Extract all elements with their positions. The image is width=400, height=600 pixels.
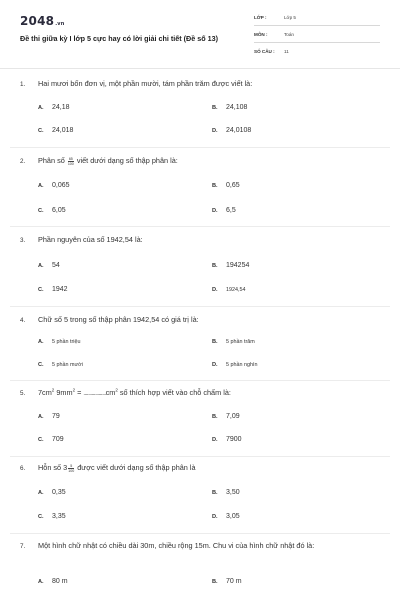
option-text: 7900 [226, 436, 242, 443]
option-c[interactable] [38, 127, 73, 134]
question-number: 4. [20, 317, 26, 324]
fraction-numerator: 65 [68, 156, 73, 161]
expr-part: 7cm [38, 388, 52, 397]
option-text: 6,05 [52, 207, 66, 214]
meta-subject-value: Toán [284, 32, 294, 37]
question-number: 1. [20, 81, 26, 88]
meta-subject-label: MÔN : [254, 32, 268, 37]
option-text: 6,5 [226, 207, 236, 214]
option-b[interactable] [212, 489, 240, 496]
option-text: 5 phần trăm [226, 339, 255, 345]
question-text-before: Phân số [38, 156, 65, 165]
blank-dots: ................... [83, 391, 106, 397]
option-b[interactable] [212, 262, 249, 269]
option-a[interactable] [38, 262, 60, 269]
logo-suffix: .vn [55, 21, 65, 27]
option-text: 194254 [226, 262, 250, 269]
question-divider [10, 380, 390, 381]
option-text: 24,18 [52, 104, 70, 111]
fraction-numerator: 5 [70, 463, 73, 468]
option-c[interactable] [38, 513, 66, 520]
option-b[interactable] [212, 578, 242, 585]
fraction [68, 157, 74, 166]
option-c[interactable] [38, 436, 64, 443]
option-text: 24,0108 [226, 127, 252, 134]
option-d[interactable] [212, 361, 257, 368]
expr-part: số thích hợp viết vào chỗ chấm là: [117, 388, 231, 397]
option-letter: D. [212, 208, 218, 214]
option-letter: B. [212, 490, 218, 496]
option-text: 5 phần mười [52, 362, 83, 368]
option-letter: C. [38, 514, 44, 520]
option-text: 70 m [226, 578, 242, 585]
option-letter: A. [38, 579, 44, 585]
option-text: 1942 [52, 286, 68, 293]
option-text: 3,50 [226, 489, 240, 496]
question-number: 6. [20, 465, 26, 472]
option-a[interactable] [38, 413, 60, 420]
option-letter: B. [212, 105, 218, 111]
question-divider [10, 456, 390, 457]
option-text: 5 phần triệu [52, 339, 81, 345]
option-letter: A. [38, 183, 44, 189]
option-letter: A. [38, 339, 44, 345]
question-text-before: Hỗn số 3 [38, 463, 68, 472]
option-d[interactable] [212, 127, 251, 134]
document-title: Đề thi giữa kỳ I lớp 5 cực hay có lời giải chi tiết (Đề số 13) [20, 34, 218, 43]
option-text: 54 [52, 262, 60, 269]
option-letter: D. [212, 128, 218, 134]
option-letter: B. [212, 339, 218, 345]
question-divider [10, 226, 390, 227]
option-letter: D. [212, 287, 218, 293]
meta-class-label: LỚP : [254, 15, 267, 20]
fraction-denominator: 100 [67, 161, 74, 166]
question-text-after: viết dưới dạng số thập phân là: [76, 156, 178, 165]
option-letter: A. [38, 490, 44, 496]
question-divider [10, 147, 390, 148]
question-text-after: được viết dưới dạng số thập phân là [77, 463, 196, 472]
option-text: 0,065 [52, 182, 70, 189]
option-letter: B. [212, 183, 218, 189]
fraction-denominator: 100 [68, 468, 75, 473]
expr-sup: 2 [51, 387, 55, 393]
question-number: 5. [20, 390, 26, 397]
question-text [38, 155, 383, 167]
meta-count-row [254, 46, 380, 60]
header-divider [0, 68, 400, 69]
meta-class-value: Lớp 5 [284, 15, 296, 20]
option-c[interactable] [38, 361, 83, 368]
option-a[interactable] [38, 182, 70, 189]
page-header [0, 0, 400, 62]
option-b[interactable] [212, 104, 247, 111]
question-divider [10, 533, 390, 534]
question-text [38, 387, 383, 400]
option-text: 24,108 [226, 104, 248, 111]
option-d[interactable] [212, 286, 246, 293]
meta-subject-row [254, 29, 380, 43]
option-text: 0,35 [52, 489, 66, 496]
option-text: 709 [52, 436, 64, 443]
option-letter: A. [38, 414, 44, 420]
question-text [38, 462, 383, 474]
option-letter: A. [38, 105, 44, 111]
option-letter: D. [212, 362, 218, 368]
option-b[interactable] [212, 182, 240, 189]
question-divider [10, 306, 390, 307]
option-text: 0,65 [226, 182, 240, 189]
question-text: Một hình chữ nhật có chiều dài 30m, chiều rộng 15m. Chu vi của hình chữ nhật đó là: [38, 541, 315, 550]
option-d[interactable] [212, 513, 240, 520]
option-c[interactable] [38, 286, 68, 293]
option-letter: B. [212, 579, 218, 585]
option-letter: C. [38, 128, 44, 134]
expr-part: 9mm [54, 388, 73, 397]
option-text: 80 m [52, 578, 68, 585]
option-a[interactable] [38, 104, 70, 111]
option-text: 3,05 [226, 513, 240, 520]
option-a[interactable] [38, 489, 66, 496]
meta-class-row [254, 12, 380, 26]
expr-part: cm [105, 388, 116, 397]
option-text: 3,35 [52, 513, 66, 520]
option-text: 7,09 [226, 413, 240, 420]
option-text: 1924,54 [226, 287, 246, 293]
option-letter: D. [212, 514, 218, 520]
option-a[interactable] [38, 578, 68, 585]
meta-count-value: 11 [284, 49, 289, 54]
logo-text: 2048 [20, 14, 55, 28]
question-number: 2. [20, 158, 26, 165]
option-letter: C. [38, 208, 44, 214]
expr-sup: 2 [72, 387, 76, 393]
expr-sup: 2 [115, 387, 118, 393]
option-text: 79 [52, 413, 60, 420]
expr-part: = [75, 388, 84, 397]
option-c[interactable] [38, 207, 66, 214]
option-d[interactable] [212, 436, 242, 443]
option-b[interactable] [212, 413, 240, 420]
option-letter: B. [212, 263, 218, 269]
option-d[interactable] [212, 207, 236, 214]
meta-count-label: SỐ CÂU : [254, 49, 275, 54]
question-text: Hai mươi bốn đơn vị, một phần mười, tám phần trăm được viết là: [38, 79, 253, 88]
option-letter: C. [38, 437, 44, 443]
option-text: 5 phần nghìn [226, 362, 258, 368]
question-text: Phần nguyên của số 1942,54 là: [38, 235, 143, 244]
question-text: Chữ số 5 trong số thập phân 1942,54 có giá trị là: [38, 315, 199, 324]
option-b[interactable] [212, 338, 255, 345]
meta-info [254, 12, 380, 63]
site-logo[interactable] [20, 14, 65, 28]
option-letter: C. [38, 362, 44, 368]
option-letter: B. [212, 414, 218, 420]
fraction [68, 464, 74, 473]
option-letter: C. [38, 287, 44, 293]
question-number: 3. [20, 237, 26, 244]
option-a[interactable] [38, 338, 80, 345]
option-letter: A. [38, 263, 44, 269]
question-number: 7. [20, 543, 26, 550]
option-text: 24,018 [52, 127, 74, 134]
option-letter: D. [212, 437, 218, 443]
